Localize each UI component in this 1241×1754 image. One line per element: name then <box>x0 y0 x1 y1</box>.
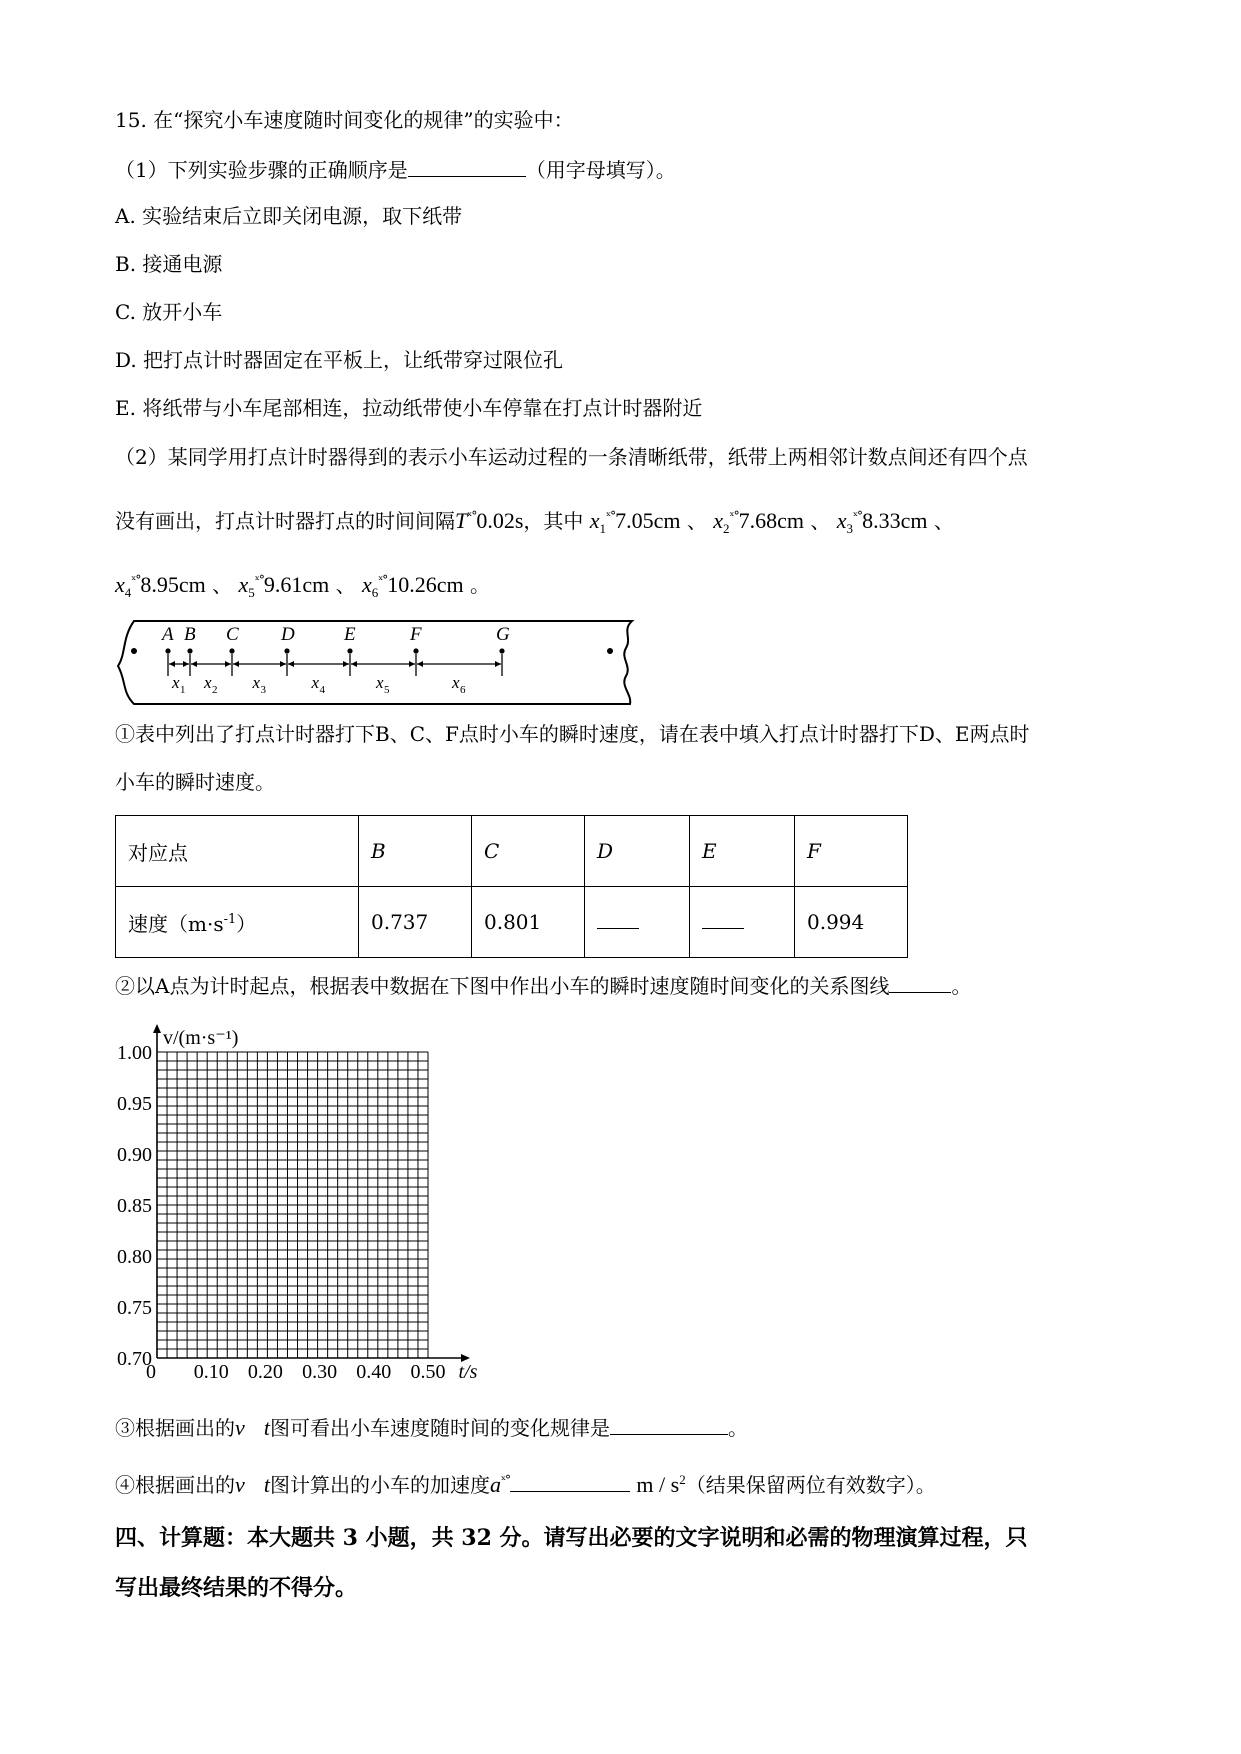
y-axis-arrow <box>153 1024 161 1033</box>
x1-value: 7.05cm <box>615 508 681 533</box>
answer-blank-order[interactable] <box>408 154 526 177</box>
table-row-speeds <box>116 887 908 958</box>
tape-segment-label: x <box>204 673 212 692</box>
equals-mark: ˣ° <box>606 509 616 523</box>
tape-point-dot <box>187 648 192 653</box>
tape-point-dot <box>413 648 418 653</box>
tape-arrow-head <box>343 661 349 667</box>
x4-sub: 4 <box>124 585 132 600</box>
part2-line2-prefix: 没有画出，打点计时器打点的时间间隔 <box>115 509 455 533</box>
among-text: ，其中 <box>523 509 584 533</box>
answer-blank-pattern[interactable] <box>610 1412 728 1435</box>
period-value: 0.02s <box>476 508 524 533</box>
tape-point-label: A <box>162 624 174 645</box>
tape-segment-sub: 6 <box>460 684 466 696</box>
tape-segment-label: x <box>376 673 384 692</box>
tape-point-label: G <box>496 624 510 645</box>
section4-line1: 四、计算题：本大题共 3 小题，共 32 分。请写出必要的文字说明和必需的物理演算过程，只 <box>115 1525 1028 1551</box>
y-tick-label: 0.90 <box>117 1144 152 1166</box>
sub2-text: ②以A点为计时起点，根据表中数据在下图中作出小车的瞬时速度随时间变化的关系图线 <box>115 974 890 998</box>
answer-blank-speed-e[interactable] <box>702 912 744 929</box>
tape-point-dot <box>347 648 352 653</box>
sub4-unit: m / s <box>636 1472 680 1497</box>
sub3-line <box>115 1412 748 1442</box>
equals-mark: ˣ° <box>378 573 388 587</box>
tape-segment-sub: 3 <box>260 684 266 696</box>
option-c: C. 放开小车 <box>115 300 223 324</box>
sub3-t: t <box>263 1415 270 1440</box>
table-point-c: C <box>472 816 585 887</box>
velocity-table <box>115 815 908 958</box>
part2-line2 <box>115 502 954 543</box>
part2-line1: （2）某同学用打点计时器得到的表示小车运动过程的一条清晰纸带，纸带上两相邻计数点间还有四个点 <box>115 445 1028 469</box>
table-point-b: B <box>359 816 472 887</box>
tape-arrow-head <box>495 661 501 667</box>
table-speed-e[interactable] <box>690 887 795 958</box>
period-symbol: T <box>455 508 468 533</box>
tape-point-label: C <box>226 624 239 645</box>
x4-value: 8.95cm <box>140 572 206 597</box>
option-a: A. 实验结束后立即关闭电源，取下纸带 <box>115 204 463 228</box>
part2-line3 <box>115 566 490 607</box>
tape-segment-sub: 5 <box>384 684 390 696</box>
separator: 、 <box>212 573 233 597</box>
x2-sub: 2 <box>723 521 730 536</box>
sub4-line <box>115 1466 936 1499</box>
speed-label-sup: -1 <box>223 911 237 927</box>
x-tick-label: 0.40 <box>356 1361 392 1380</box>
sub4-a: a <box>489 1472 501 1497</box>
tape-arrow-head <box>191 661 197 667</box>
part1-suffix: （用字母填写）。 <box>525 158 676 182</box>
option-b: B. 接通电源 <box>115 252 223 276</box>
tape-arrow-head <box>169 661 175 667</box>
tape-arrow-head <box>417 661 423 667</box>
y-tick-label: 0.75 <box>117 1297 152 1319</box>
chart-grid <box>157 1052 428 1358</box>
tape-extra-dot <box>607 648 613 654</box>
tape-arrow-head <box>225 661 231 667</box>
equals-mark: ˣ° <box>131 573 141 587</box>
x1-sub: 1 <box>599 521 607 536</box>
x5-symbol: x <box>238 572 249 597</box>
sub1-line2: 小车的瞬时速度。 <box>115 770 275 794</box>
separator: 、 <box>933 509 954 533</box>
x-tick-label: 0.20 <box>247 1361 283 1380</box>
table-point-f: F <box>795 816 908 887</box>
tape-point-label: F <box>410 624 422 645</box>
equals-mark: ˣ° <box>852 509 863 523</box>
sub3-v: v <box>235 1415 245 1440</box>
tape-segment-label: x <box>252 673 261 692</box>
x3-symbol: x <box>836 508 847 533</box>
tape-point-dot <box>165 648 170 653</box>
equals-mark: ˣ° <box>467 509 477 523</box>
tape-extra-dot <box>131 648 137 654</box>
speed-label-close: ） <box>236 911 257 936</box>
chart-axes <box>153 1024 470 1362</box>
tape-arrow-head <box>288 661 294 667</box>
y-tick-label: 0.95 <box>117 1093 152 1115</box>
tape-point-dot <box>499 648 504 653</box>
x5-value: 9.61cm <box>263 572 330 597</box>
tape-segment-sub: 4 <box>319 684 325 696</box>
sub3-prefix: ③根据画出的 <box>115 1416 235 1440</box>
sub4-unit-sup: 2 <box>679 1472 686 1487</box>
speed-label-text: 速度（m·s <box>128 911 224 936</box>
x5-sub: 5 <box>248 585 255 600</box>
option-e: E. 将纸带与小车尾部相连，拉动纸带使小车停靠在打点计时器附近 <box>115 396 703 420</box>
x-tick-label: 0.50 <box>410 1361 446 1380</box>
x4-symbol: x <box>115 572 125 597</box>
x3-value: 8.33cm <box>862 508 928 533</box>
sub4-prefix: ④根据画出的 <box>115 1473 235 1497</box>
x6-value: 10.26cm <box>387 572 464 597</box>
separator: 、 <box>335 573 356 597</box>
end-mark: 。 <box>951 974 972 998</box>
answer-blank-graph[interactable] <box>889 970 951 993</box>
table-speed-label <box>116 887 359 958</box>
sub4-suffix: （结果保留两位有效数字）。 <box>685 1473 936 1497</box>
x-tick-label: 0 <box>146 1361 156 1380</box>
tape-segment-sub: 2 <box>212 684 218 696</box>
equals-mark: ˣ° <box>729 509 739 523</box>
tape-arrow-head <box>351 661 357 667</box>
x2-value: 7.68cm <box>738 508 804 533</box>
x3-sub: 3 <box>846 521 853 536</box>
section4-line2: 写出最终结果的不得分。 <box>115 1575 358 1601</box>
question-title: 15. 在“探究小车速度随时间变化的规律”的实验中： <box>115 108 574 132</box>
table-point-e: E <box>690 816 795 887</box>
equals-mark: ˣ° <box>254 573 264 587</box>
sub4-v: v <box>235 1472 245 1497</box>
sub4-middle: 图计算出的小车的加速度 <box>269 1473 490 1497</box>
part1-prefix: （1）下列实验步骤的正确顺序是 <box>115 158 408 182</box>
x-tick-label: 0.30 <box>302 1361 338 1380</box>
table-point-d: D <box>585 816 690 887</box>
tape-point-label: B <box>184 624 196 645</box>
tape-point-dot <box>284 648 289 653</box>
tape-segment-label: x <box>172 673 180 692</box>
x1-symbol: x <box>589 508 600 533</box>
sub3-middle: 图可看出小车速度随时间的变化规律是 <box>269 1416 610 1440</box>
tape-point-label: D <box>281 624 295 645</box>
table-speed-f: 0.994 <box>795 887 908 958</box>
tape-arrow-head <box>409 661 415 667</box>
table-speed-b: 0.737 <box>359 887 472 958</box>
paper-tape-diagram <box>112 618 652 708</box>
table-speed-c: 0.801 <box>472 887 585 958</box>
sub2-line <box>115 970 971 1000</box>
x6-symbol: x <box>361 572 372 597</box>
y-tick-label: 1.00 <box>117 1042 152 1064</box>
option-d: D. 把打点计时器固定在平板上，让纸带穿过限位孔 <box>115 348 564 372</box>
x-axis-label: t/s <box>458 1361 478 1380</box>
table-row-points <box>116 816 908 887</box>
y-tick-label: 0.70 <box>117 1348 152 1370</box>
sub1-line1: ①表中列出了打点计时器打下B、C、F点时小车的瞬时速度，请在表中填入打点计时器打下D、E两点时 <box>115 722 1030 746</box>
answer-blank-speed-d[interactable] <box>597 912 639 929</box>
x6-sub: 6 <box>371 585 379 600</box>
table-header-label: 对应点 <box>116 816 359 887</box>
separator: 、 <box>686 509 707 533</box>
tape-arrow-head <box>280 661 286 667</box>
tape-point-dot <box>229 648 234 653</box>
vt-grid-chart[interactable] <box>108 1020 478 1380</box>
x-tick-label: 0.10 <box>193 1361 229 1380</box>
sub4-t: t <box>263 1472 270 1497</box>
y-axis-label: v/(m·s⁻¹) <box>163 1027 239 1049</box>
separator: 、 <box>810 509 831 533</box>
answer-blank-acceleration[interactable] <box>510 1469 630 1492</box>
part1-line <box>115 154 676 184</box>
tape-arrow-head <box>233 661 239 667</box>
sub3-suffix: 。 <box>727 1416 748 1440</box>
y-tick-label: 0.85 <box>117 1195 152 1217</box>
tape-point-label: E <box>344 624 356 645</box>
end-mark: 。 <box>470 573 491 597</box>
y-tick-label: 0.80 <box>117 1246 152 1268</box>
tape-segment-label: x <box>311 673 320 692</box>
tape-arrow-head <box>183 661 189 667</box>
x2-symbol: x <box>713 508 723 533</box>
tape-segment-label: x <box>452 673 460 692</box>
tape-segment-sub: 1 <box>180 684 186 696</box>
table-speed-d[interactable] <box>585 887 690 958</box>
equals-mark: ˣ° <box>500 1473 511 1487</box>
